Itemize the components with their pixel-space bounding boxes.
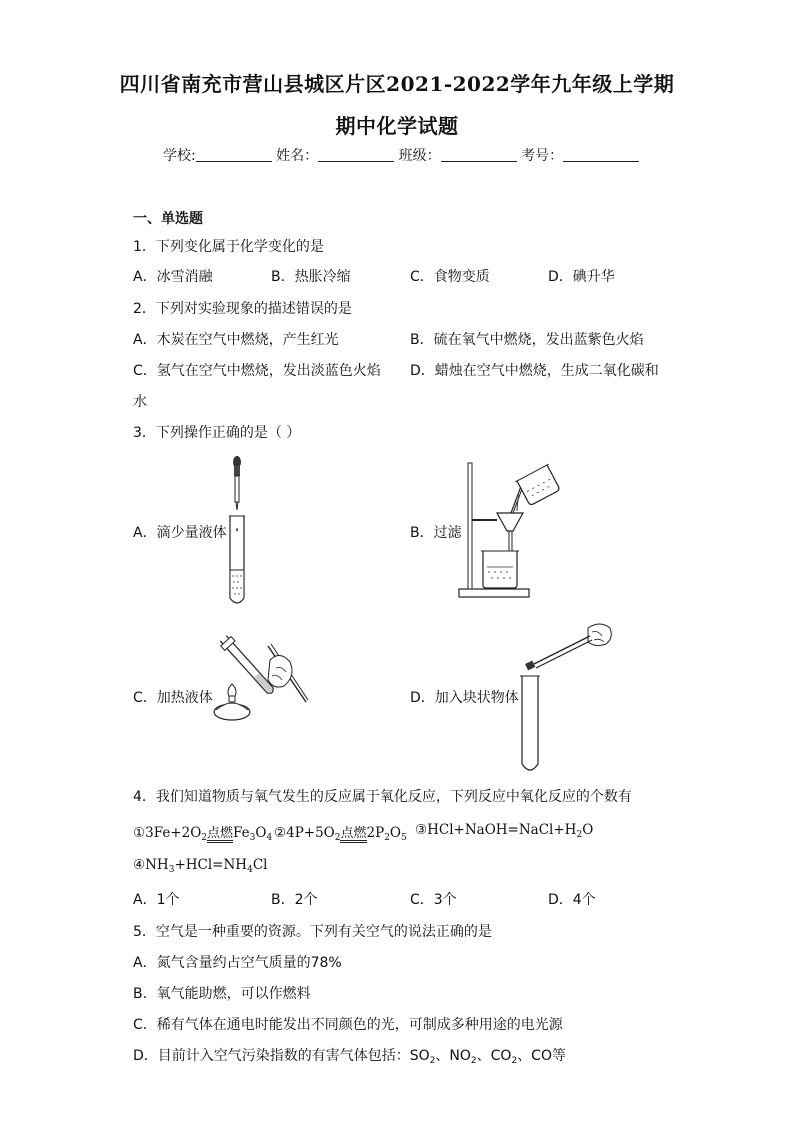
name-field[interactable] [318,147,394,162]
q4-equation-3: $③HCl+NaOH=NaCl+H_2O$ [415,822,594,840]
heating-figure [210,620,320,725]
q4-equation-1: $①3Fe+2O_2$点燃 $Fe_3O_4$ [133,825,273,843]
q1-option-d[interactable]: D．碘升华 [548,269,615,285]
student-info-row [163,145,639,165]
page-title-line1: 四川省南充市营山县城区片区2021-2022学年九年级上学期 [119,72,675,96]
q3-option-d[interactable]: D．加入块状物体 [410,690,519,706]
class-field[interactable] [441,147,517,162]
q1-option-a[interactable]: A．冰雪消融 [133,269,213,285]
q3-stem: 3．下列操作正确的是（ ） [133,425,301,441]
name-label: 姓名： [276,148,319,164]
filter-figure [455,455,565,603]
page-title-line2: 期中化学试题 [335,114,459,138]
q2-option-d[interactable]: D．蜡烛在空气中燃烧，生成二氧化碳和 [410,363,659,379]
q4-option-a[interactable]: A．1个 [133,892,180,908]
q4-option-b[interactable]: B．2个 [271,892,318,908]
q3-option-a[interactable]: A．滴少量液体 [133,525,227,541]
q5-option-a[interactable]: A．氮气含量约占空气质量的78% [133,955,342,971]
exam-number-field[interactable] [563,147,639,162]
q2-option-b[interactable]: B．硫在氧气中燃烧，发出蓝紫色火焰 [410,332,644,348]
q1-stem: 1．下列变化属于化学变化的是 [133,239,324,255]
q4-option-d[interactable]: D．4个 [548,892,596,908]
q1-option-c[interactable]: C．食物变质 [410,269,490,285]
school-label: 学校: [163,148,196,164]
q3-option-c[interactable]: C．加热液体 [133,690,213,706]
condition-ignite: 点燃 [207,826,234,841]
class-label: 班级： [398,148,441,164]
section-title: 一、单选题 [133,211,203,227]
condition-ignite: 点燃 [340,826,367,841]
q4-equation-2: $②4P+5O_2$点燃 $2P_2O_5$ [274,825,407,843]
q5-option-c[interactable]: C．稀有气体在通电时能发出不同颜色的光，可制成多种用途的电光源 [133,1017,563,1033]
q2-option-d-wrap: 水 [133,394,147,410]
q1-option-b[interactable]: B．热胀冷缩 [271,269,351,285]
dropper-figure [220,452,254,610]
school-field[interactable] [196,147,272,162]
q4-equation-4: $④NH_3+HCl=NH_4Cl$ [133,857,268,875]
exam-number-label: 考号： [521,148,564,164]
q3-option-b[interactable]: B．过滤 [410,525,462,541]
q4-option-c[interactable]: C．3个 [410,892,457,908]
q2-option-a[interactable]: A．木炭在空气中燃烧，产生红光 [133,332,339,348]
q2-stem: 2．下列对实验现象的描述错误的是 [133,301,352,317]
q5-option-b[interactable]: B．氧气能助燃，可以作燃料 [133,986,311,1002]
q4-stem: 4．我们知道物质与氧气发生的反应属于氧化反应，下列反应中氧化反应的个数有 [133,789,632,805]
tweezers-figure [510,610,620,780]
q5-option-d[interactable]: D．目前计入空气污染指数的有害气体包括：$SO_2$、$NO_2$、$CO_2$、CO等 [133,1048,566,1066]
q2-option-c[interactable]: C．氢气在空气中燃烧，发出淡蓝色火焰 [133,363,381,379]
q5-stem: 5．空气是一种重要的资源。下列有关空气的说法正确的是 [133,924,492,940]
